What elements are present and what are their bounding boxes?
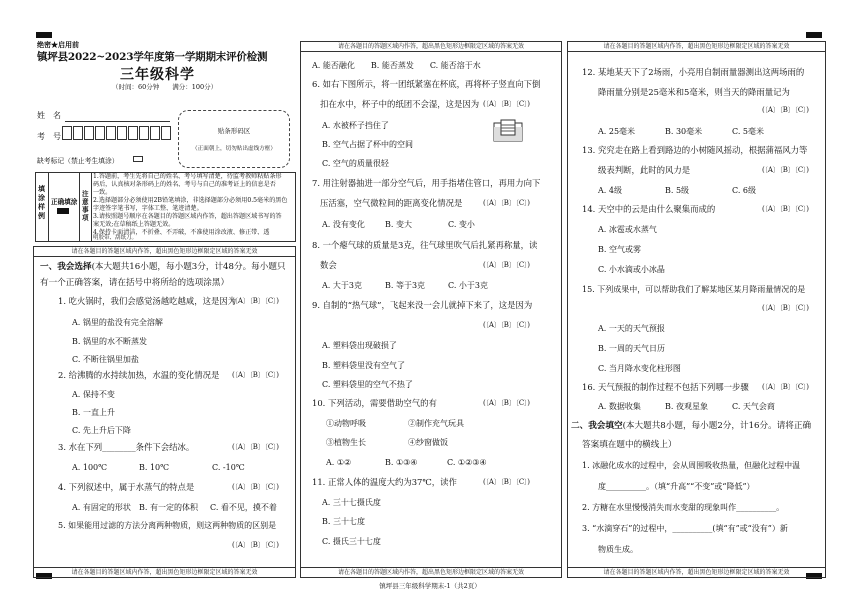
section1-desc: (本大题共16小题，每小题3分，计48分。每小题只 xyxy=(91,262,286,272)
question-8-line2: 数会 xyxy=(320,260,337,270)
option: C. 摄氏三十七度 xyxy=(322,537,381,546)
exam-title: 镇坪县2022~2023学年度第一学期期末评价检测 xyxy=(37,51,268,63)
region-note: 请在各题目的答题区域内作答，超出黑色矩形边框限定区域的答案无效 xyxy=(301,567,561,577)
absent-checkbox[interactable] xyxy=(133,156,143,162)
region-note: 请在各题目的答题区域内作答，超出黑色矩形边框限定区域的答案无效 xyxy=(568,567,825,577)
answer-marks[interactable]: (〔A〕〔B〕〔C〕) xyxy=(762,383,809,391)
barcode-area xyxy=(178,110,290,168)
answer-marks[interactable]: (〔A〕〔B〕〔C〕) xyxy=(483,321,530,329)
instruction-line: 2.选择题部分必须使用2B铅笔填涂，非选择题部分必须用0.5毫米的黑色 xyxy=(93,197,288,204)
correct-fill-mark xyxy=(57,208,69,214)
sample-divider xyxy=(48,172,49,242)
question-7: 7. 用注射器抽进一部分空气后，用手指堵住管口，再用力向下 xyxy=(312,178,541,188)
option: A. 三十七摄氏度 xyxy=(322,498,381,507)
option: B. 等于3克 xyxy=(385,281,426,290)
answer-marks[interactable]: (〔A〕〔B〕〔C〕) xyxy=(483,100,530,108)
option: A. ①② xyxy=(326,458,352,467)
region-note: 请在各题目的答题区域内作答，超出黑色矩形边框限定区域的答案无效 xyxy=(34,247,295,257)
section2-heading: 二、我会填空 xyxy=(571,421,623,431)
option: C. 5毫米 xyxy=(732,127,765,136)
option: A. 25毫米 xyxy=(598,127,636,136)
question-5-options: A. 能否融化 B. 能否蒸发 C. 能否溶于水 xyxy=(312,61,481,70)
question-9: 9. 自制的“热气球”，飞起来没一会儿就掉下来了，这是因为 xyxy=(312,300,533,310)
option: A. 4级 xyxy=(598,186,622,195)
option: B. 空气占据了杯中的空间 xyxy=(322,140,413,149)
option: B. 一周的天气日历 xyxy=(598,344,665,353)
name-field[interactable] xyxy=(65,121,170,122)
option: B. ①③④ xyxy=(385,458,418,467)
option: A. 100℃ xyxy=(72,463,108,472)
region-note: 请在各题目的答题区域内作答，超出黑色矩形边框限定区域的答案无效 xyxy=(34,567,295,577)
option: C. ①②③④ xyxy=(447,458,487,467)
answer-marks[interactable]: (〔A〕〔B〕〔C〕) xyxy=(232,443,279,451)
option: ①动物呼吸 xyxy=(326,419,366,428)
question-6: 6. 如右下图所示，将一团纸紧塞在杯底，再将杯子竖直向下倒 xyxy=(312,79,541,89)
id-boxes[interactable] xyxy=(62,126,172,140)
section1-heading-line1 xyxy=(40,261,286,274)
answer-marks[interactable]: (〔A〕〔B〕〔C〕) xyxy=(483,261,530,269)
section1-desc-line2: 有一个正确答案，请在括号中将所给的选项涂黑） xyxy=(40,278,230,288)
option: C. 不断往锅里加盐 xyxy=(72,355,139,364)
option: C. 塑料袋里的空气不热了 xyxy=(322,380,413,389)
instruction-line: 一致。 xyxy=(93,189,112,196)
answer-marks[interactable]: (〔A〕〔B〕〔C〕) xyxy=(232,371,279,379)
sample-divider-3 xyxy=(91,172,92,242)
fill-question-1-line2[interactable]: 度__________。（填“升高”“不变”或“降低”） xyxy=(598,482,755,491)
option: B. 30毫米 xyxy=(665,127,703,136)
exam-meta: （时间：60分钟 满分：100分） xyxy=(112,83,218,91)
option: A. 数据收集 xyxy=(598,402,641,411)
instruction-line: 案无效;在草稿纸上答题无效。 xyxy=(93,221,175,228)
option: B. 变大 xyxy=(385,220,412,229)
instruction-line: 4.保持卡面清洁，不折叠、不弄破，不准使用涂改液、修正带、透 xyxy=(93,229,270,236)
answer-marks[interactable]: (〔A〕〔B〕〔C〕) xyxy=(762,205,809,213)
answer-marks[interactable]: (〔A〕〔B〕〔C〕) xyxy=(483,478,530,486)
option: A. 保持不变 xyxy=(72,390,115,399)
region-note: 请在各题目的答题区域内作答，超出黑色矩形边框限定区域的答案无效 xyxy=(568,42,825,52)
option: A. 没有变化 xyxy=(322,220,365,229)
notice-title: 注意事项 xyxy=(82,190,89,222)
option: B. 夜观星象 xyxy=(665,402,708,411)
fill-question-2[interactable]: 2. 方糖在水里慢慢消失而水变甜的现象叫作__________。 xyxy=(582,503,785,512)
answer-marks[interactable]: (〔A〕〔B〕〔C〕) xyxy=(762,106,809,114)
option: B. 5级 xyxy=(665,186,690,195)
instruction-line: 明胶带、刮纸刀。 xyxy=(93,235,138,241)
option: ③植物生长 xyxy=(326,438,366,447)
option: A. 塑料袋出现破损了 xyxy=(322,341,397,350)
question-8: 8. 一个瘪气球的质量是3克，往气球里吹气后扎紧再称量，读 xyxy=(312,240,538,250)
question-3: 3. 水在下列________条件下会结冰。 xyxy=(58,442,195,452)
question-1: 1. 吃火锅时，我们会感觉汤越吃越咸，这是因为 xyxy=(58,296,237,306)
option: C. 看不见，摸不着 xyxy=(210,503,277,512)
option: B. 一直上升 xyxy=(72,408,115,417)
registration-mark xyxy=(806,32,822,38)
instruction-line: 3.请按照题号顺序在各题目的答题区域内作答，超出答题区域书写的答 xyxy=(93,213,282,220)
option: B. 锅里的水不断蒸发 xyxy=(72,337,147,346)
beaker-illustration xyxy=(492,117,524,143)
barcode-title: 贴条形码区 xyxy=(217,127,251,135)
option: C. 小于3克 xyxy=(448,281,489,290)
instruction-line: 码后，认真核对条形码上的姓名、考号与自己的准考证上的信息是否 xyxy=(93,181,276,188)
fill-question-1[interactable]: 1. 冰融化成水的过程中，会从周围吸收热量，但融化过程中温 xyxy=(582,461,801,470)
question-4: 4. 下列叙述中，属于水蒸气的特点是 xyxy=(58,482,195,492)
sample-label: 填涂样例 xyxy=(38,184,45,220)
option: A. 有固定的形状 xyxy=(72,503,131,512)
option: ②制作充气玩具 xyxy=(408,419,464,428)
question-15: 15. 下列成果中，可以帮助我们了解某地区某月降雨量情况的是 xyxy=(582,285,806,294)
sample-divider-2 xyxy=(79,172,80,242)
question-13: 13. 究究走在路上看到路边的小树随风摇动，根据蒲福风力等 xyxy=(582,145,808,155)
option: B. 10℃ xyxy=(139,463,170,472)
instruction-line: 字迹签字笔书写，字体工整、笔迹清楚。 xyxy=(93,205,203,212)
region-note: 请在各题目的答题区域内作答，超出黑色矩形边框限定区域的答案无效 xyxy=(301,42,561,52)
id-label: 考 号 xyxy=(37,132,61,141)
answer-marks[interactable]: (〔A〕〔B〕〔C〕) xyxy=(762,304,809,312)
question-14: 14. 天空中的云是由什么聚集而成的 xyxy=(582,204,716,214)
subject-title: 三年级科学 xyxy=(120,67,195,83)
option: A. 水被杯子挡住了 xyxy=(322,121,389,130)
option: C. 先上升后下降 xyxy=(72,426,131,435)
option: A. 一天的天气预报 xyxy=(598,324,665,333)
option: C. 空气的质量很轻 xyxy=(322,159,389,168)
instruction-line: 1.答题前，考生先将自己的姓名、考号填写清楚，待监考教师粘贴条形 xyxy=(93,173,282,180)
answer-marks[interactable]: (〔A〕〔B〕〔C〕) xyxy=(232,483,279,491)
question-5: 5. 如果能用过滤的方法分离两种物质，则这两种物质的区别是 xyxy=(58,521,277,530)
option: C. 6级 xyxy=(732,186,757,195)
option: C. 小水滴或小冰晶 xyxy=(598,265,665,274)
section1-heading: 一、我会选择 xyxy=(40,262,92,272)
question-16: 16. 天气预报的制作过程不包括下列哪一步骤 xyxy=(582,382,749,392)
option: B. 塑料袋里没有空气了 xyxy=(322,361,405,370)
option: B. 三十七度 xyxy=(322,517,365,526)
secret-label: 绝密★启用前 xyxy=(37,40,79,49)
option: ④纱窗做饭 xyxy=(408,438,448,447)
answer-marks[interactable]: (〔A〕〔B〕〔C〕) xyxy=(483,199,530,207)
absent-label: 缺考标记（禁止考生填涂） xyxy=(37,157,119,165)
question-7-line2: 压活塞，空气微粒间的距离变化情况是 xyxy=(320,198,463,208)
question-2: 2. 给沸腾的水持续加热，水温的变化情况是 xyxy=(58,370,220,380)
correct-fill-label: 正确填涂 xyxy=(51,198,78,206)
option: C. 天气会商 xyxy=(732,402,775,411)
option: B. 有一定的体积 xyxy=(139,503,198,512)
option: C. -10℃ xyxy=(212,463,245,472)
question-13-line2: 级表判断，此时的风力是 xyxy=(598,165,691,175)
fill-question-3[interactable]: 3. “水滴穿石”的过程中，__________(填“有”或“没有”）新 xyxy=(582,524,788,533)
name-label: 姓 名 xyxy=(37,111,61,120)
question-6-line2: 扣在水中，杯子中的纸团不会湿，这是因为 xyxy=(320,99,480,109)
option: C. 当月降水变化柱形图 xyxy=(598,364,681,373)
question-10: 10. 下列活动，需要借助空气的有 xyxy=(312,398,437,408)
option: A. 大于3克 xyxy=(322,281,362,290)
answer-marks[interactable]: (〔A〕〔B〕〔C〕) xyxy=(232,541,279,549)
section2-heading-line1 xyxy=(571,420,811,433)
option: C. 变小 xyxy=(448,220,475,229)
page-footer: 镇坪县三年级科学期末-1（共2页） xyxy=(379,582,481,590)
fill-question-3-line2[interactable]: 物质生成。 xyxy=(598,545,638,554)
registration-mark xyxy=(36,32,52,38)
answer-marks[interactable]: (〔A〕〔B〕〔C〕) xyxy=(483,399,530,407)
section2-desc-line2: 答案填在题中的横线上） xyxy=(582,440,677,450)
question-12: 12. 某地某天下了2场雨，小亮用自制雨量器测出这两场雨的 xyxy=(582,67,805,77)
barcode-note: （正面朝上，切勿贴出虚线方框） xyxy=(192,146,276,152)
answer-marks[interactable]: (〔A〕〔B〕〔C〕) xyxy=(762,166,809,174)
option: A. 锅里的盐没有完全溶解 xyxy=(72,318,163,327)
option: B. 空气或雾 xyxy=(598,245,641,254)
answer-marks[interactable]: (〔A〕〔B〕〔C〕) xyxy=(232,297,279,305)
question-12-line2: 降雨量分别是25毫米和5毫米，则当天的降雨量记为 xyxy=(598,87,790,97)
section2-desc: (本大题共8小题，每小题2分，计16分。请将正确 xyxy=(622,421,812,431)
option: A. 冰雹或水蒸气 xyxy=(598,225,657,234)
question-11: 11. 正常人体的温度大约为37℃，读作 xyxy=(312,477,457,487)
